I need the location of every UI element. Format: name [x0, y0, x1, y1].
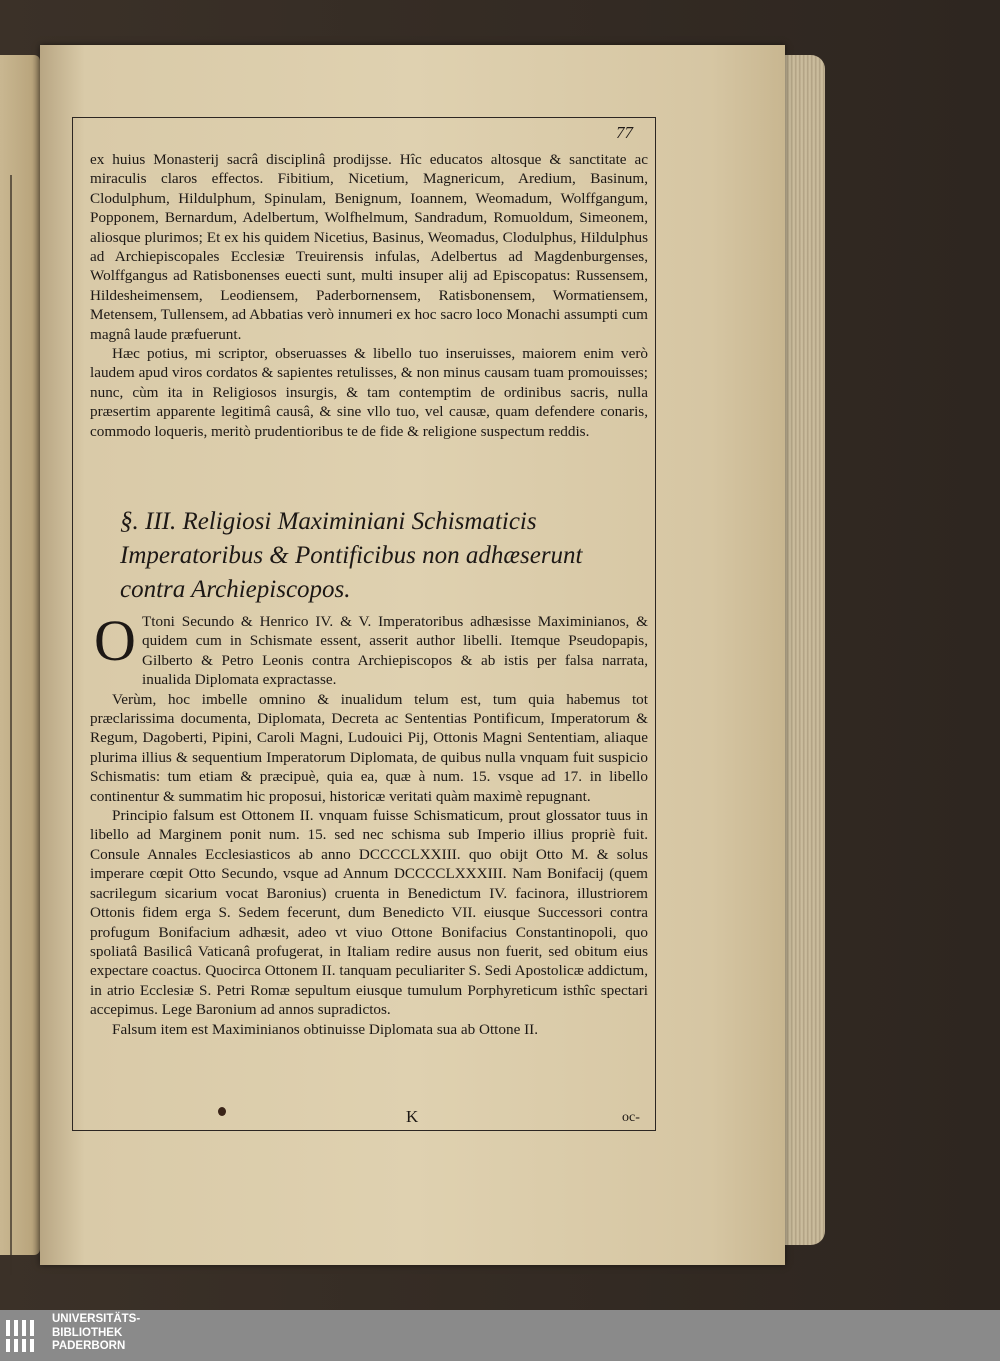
paragraph: Principio falsum est Ottonem II. vnquam fuisse Schismaticum, prout glossator tuus in libello ad Marginem ponit num. 15. sed nec schisma sub Imperio illius propriè fuit. Consule Annales Ecclesiasticos ab anno DCCCCLXXIII. quo obijt Otto M. & solus imperare cœpit Otto Secundo, vsque ad Annum DCCCCLXXXIII. Nam Bonifacij (quem sacrilegum sicarium vocat Baronius) cruenta in Benedictum IV. facinora, illustriorem Ottonis fidem erga S. Sedem fecerunt, dum Benedicto VII. eiusque Successori contra profugum Bonifacium adhæsit, adeo vt viuo Ottone Bonifacius Constantinopoli, quo spoliatâ Basilicâ Vaticanâ profugerat, in Italiam redire ausus non fuerit, sed obitum eius expectare coactus. Quocirca Ottonem II. tanquam peculiariter S. Sedi Apostolicæ addictum, in atrio Ecclesiæ S. Petri Romæ sepultum eiusque tumulum Porphyreticum isthîc spectari accepimus. Lege Baronium ad annos supradictos.	[90, 807, 648, 1019]
paragraph: Ttoni Secundo & Henrico IV. & V. Imperatoribus adhæsisse Maximinianos, & quidem cum in Schismate essent, asserit author libelli. Itemque Pseudopapis, Gilberto & Petro Leonis contra Archiepiscopos & ab istis per falsa narrata, inualida Diplomata expractasse.	[142, 613, 648, 689]
paragraph: Verùm, hoc imbelle omnino & inualidum telum est, tum quia habemus tot præclarissima documenta, Diplomata, Decreta ac Sententias Pontificum, Imperatorum & Regum, Dagoberti, Pipini, Caroli Magni, Ludouici Pij, Ottonis Magni Sententiam, aliaque plurima illius & sequentium Imperatorum Diplomata, de quibus nulla vnquam fuit suspicio Schismatis: tum etiam & præcipuè, quia ea, quæ à num. 15. vsque ad 17. in libello continentur & summatim hic proposui, historicæ veritati quàm maximè repugnant.	[90, 690, 648, 805]
library-name	[52, 1313, 140, 1354]
signature-mark: K	[406, 1107, 419, 1126]
paragraph: Falsum item est Maximinianos obtinuisse Diplomata sua ab Ottone II.	[112, 1020, 539, 1038]
body-text-block	[90, 608, 648, 1039]
library-name-line: BIBLIOTHEK	[52, 1326, 123, 1339]
paragraph: ex huius Monasterij sacrâ disciplinâ prodijsse. Hîc educatos altosque & sanctitate ac miraculis claros effectos. Fibitium, Nicetium, Magnericum, Aredium, Basinum, Clodulphum, Hildulphum, Spinulam, Benignum, Ioannem, Weomadum, Wolffgangum, Popponem, Bernardum, Adelbertum, Wolfhelmum, Sandradum, Romuoldum, Simeonem, aliosque plurimos; Et ex his quidem Nicetius, Basinus, Weomadus, Clodulphus, Hildulphus ad Archiepiscopales Ecclesiæ Treuirensis infulas, Adelbertus ad Magdenburgenses, Wolffgangus ad Ratisbonenses euecti sunt, multi insuper alij ad Episcopatus: Russensem, Hildesheimensem, Leodiensem, Paderbornensem, Ratisbonensem, Wormatiensem, Metensem, Tullensem, ad Abbatias verò innumeri ex hoc sacro loco Monachi assumpti cum magnâ laude præfuerunt.	[90, 151, 648, 343]
top-text-block	[90, 150, 648, 441]
section-heading: §. III. Religiosi Maximiniani Schismaticis Imperatoribus & Pontificibus non adhæserunt contra Archiepiscopos.	[120, 508, 583, 603]
left-page-rule	[10, 175, 12, 1275]
left-page-edge	[0, 55, 40, 1255]
drop-cap: O	[94, 608, 136, 673]
page-number: 77	[616, 123, 633, 142]
library-banner	[0, 1310, 1000, 1361]
library-logo-icon	[4, 1316, 44, 1356]
library-name-line: PADERBORN	[52, 1340, 126, 1352]
book-page-edges	[780, 55, 825, 1245]
ink-stain	[218, 1107, 226, 1116]
library-name-line: UNIVERSITÄTS-	[52, 1313, 141, 1325]
catchword: oc-	[622, 1110, 640, 1125]
paragraph: Hæc potius, mi scriptor, obseruasses & libello tuo inseruisses, maiorem enim verò laudem apud viros cordatos & sapientes retulisses, & non minus causam tuam promouisses; nunc, cùm ita in Religiosos insurgis, & tam contemptim de ordinibus sacris, nulla præsertim apparente legitimâ causâ, & sine vllo tuo, vel causæ, quam defendere conaris, commodo loqueris, meritò prudentioribus te de fide & religione suspectum reddis.	[90, 345, 648, 440]
